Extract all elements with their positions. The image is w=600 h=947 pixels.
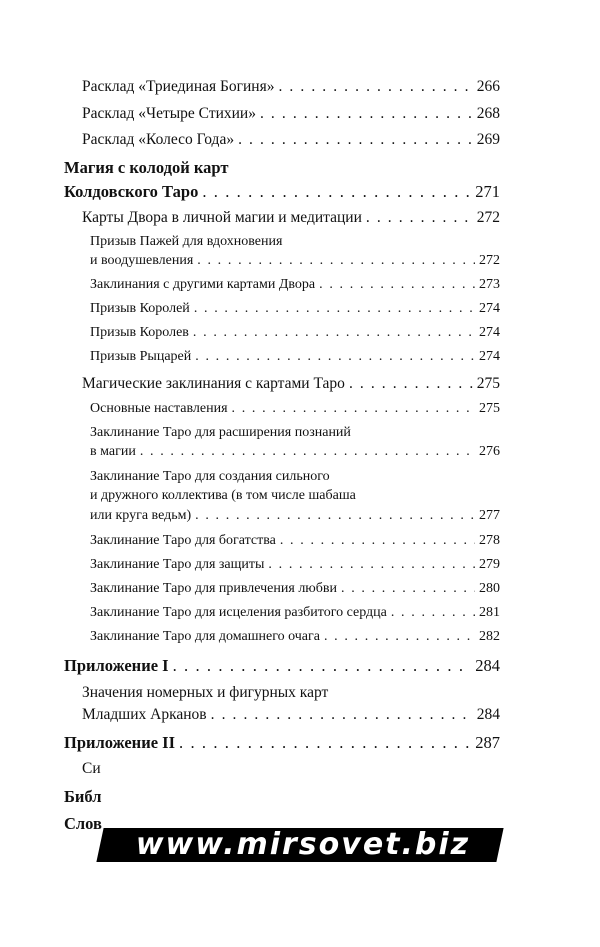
dot-leader — [324, 629, 475, 645]
toc-page-number: 278 — [479, 533, 500, 548]
toc-entry — [82, 105, 500, 123]
toc-entry-line: Заклинание Таро для расширения познаний — [90, 425, 351, 440]
dot-leader — [195, 349, 475, 365]
toc-entry-title: Призыв Рыцарей — [90, 349, 192, 364]
dot-leader — [280, 533, 475, 549]
toc-page-number: 281 — [479, 605, 500, 620]
toc-page-number: 279 — [479, 557, 500, 572]
toc-entry-title: Призыв Королев — [90, 325, 189, 340]
toc-entry-line: Значения номерных и фигурных карт — [82, 684, 329, 701]
toc-entry — [82, 375, 500, 393]
toc-entry-title: Расклад «Триединая Богиня» — [82, 78, 275, 95]
toc-entry-title: Основные наставления — [90, 401, 228, 416]
toc-entry-title: Приложение II — [64, 733, 175, 752]
toc-entry — [82, 209, 500, 227]
toc-entry-title: или круга ведьм) — [90, 508, 192, 523]
dot-leader — [391, 605, 475, 621]
toc-entry-line: Заклинание Таро для создания сильного — [90, 469, 330, 484]
dot-leader — [278, 78, 472, 96]
dot-leader — [211, 706, 473, 724]
toc-entry-title: Расклад «Колесо Года» — [82, 131, 235, 148]
toc-entry — [82, 78, 500, 96]
toc-page-number: 269 — [476, 131, 500, 148]
toc-page-number: 274 — [479, 325, 500, 340]
toc-page-number: 276 — [479, 444, 500, 459]
toc-entry-title: Заклинание Таро для домашнего очага — [90, 629, 320, 644]
toc-page-number: 272 — [476, 209, 500, 226]
toc-entry — [90, 605, 500, 621]
toc-partial-entry: Си — [82, 760, 101, 777]
toc-entry-title: в магии — [90, 444, 136, 459]
toc-entry — [90, 277, 500, 293]
toc-entry — [82, 131, 500, 149]
toc-entry-title: Младших Арканов — [82, 706, 207, 723]
toc-page-number: 277 — [479, 508, 500, 523]
toc-entry — [90, 301, 500, 317]
toc-section-entry — [64, 182, 500, 202]
toc-entry — [90, 444, 500, 460]
toc-entry — [90, 533, 500, 549]
toc-entry-title: Заклинание Таро для защиты — [90, 557, 265, 572]
dot-leader — [194, 301, 475, 317]
toc-page-number: 275 — [479, 401, 500, 416]
toc-entry — [90, 557, 500, 573]
toc-page-number: 271 — [475, 182, 500, 201]
toc-page-number: 268 — [476, 105, 500, 122]
dot-leader — [140, 444, 475, 460]
dot-leader — [260, 105, 473, 123]
toc-entry-title: Призыв Королей — [90, 301, 190, 316]
dot-leader — [173, 656, 472, 676]
dot-leader — [193, 325, 475, 341]
dot-leader — [179, 733, 471, 753]
toc-page-number: 287 — [475, 733, 500, 752]
toc-page-number: 275 — [476, 375, 500, 392]
toc-entry — [90, 508, 500, 524]
toc-entry-title: Заклинание Таро для привлечения любви — [90, 581, 337, 596]
toc-entry-title: Приложение I — [64, 656, 169, 675]
section-heading-line: Магия с колодой карт — [64, 158, 229, 177]
toc-entry-title: Магические заклинания с картами Таро — [82, 375, 345, 392]
toc-entry-title: Карты Двора в личной магии и медитации — [82, 209, 362, 226]
watermark-text: www.mirsovet.biz — [135, 827, 471, 862]
toc-entry — [90, 253, 500, 269]
toc-entry — [90, 325, 500, 341]
dot-leader — [238, 131, 473, 149]
toc-entry — [90, 629, 500, 645]
toc-partial-entry: Слов — [64, 814, 102, 833]
toc-entry-title: и воодушевления — [90, 253, 194, 268]
toc-entry-title: Колдовского Таро — [64, 182, 199, 201]
dot-leader — [349, 375, 473, 393]
toc-page-number: 280 — [479, 581, 500, 596]
toc-page-number: 282 — [479, 629, 500, 644]
toc-entry-line: и дружного коллектива (в том числе шабаша — [90, 488, 356, 503]
toc-page-number: 272 — [479, 253, 500, 268]
toc-entry-title: Расклад «Четыре Стихии» — [82, 105, 256, 122]
toc-section-entry — [64, 656, 500, 676]
toc-entry — [82, 706, 500, 724]
toc-page-number: 273 — [479, 277, 500, 292]
toc-section-entry — [64, 733, 500, 753]
dot-leader — [319, 277, 475, 293]
dot-leader — [366, 209, 473, 227]
toc-partial-entry: Библ — [64, 787, 102, 806]
toc-entry — [90, 581, 500, 597]
dot-leader — [202, 182, 471, 202]
dot-leader — [232, 401, 475, 417]
toc-entry-title: Заклинание Таро для исцеления разбитого сердца — [90, 605, 387, 620]
toc-entry-line: Призыв Пажей для вдохновения — [90, 234, 283, 249]
toc-page-number: 274 — [479, 301, 500, 316]
dot-leader — [341, 581, 475, 597]
toc-page-number: 284 — [476, 706, 500, 723]
toc-page-number: 266 — [476, 78, 500, 95]
dot-leader — [195, 508, 475, 524]
toc-entry — [90, 401, 500, 417]
toc-entry — [90, 349, 500, 365]
dot-leader — [268, 557, 475, 573]
toc-page-number: 274 — [479, 349, 500, 364]
toc-entry-title: Заклинания с другими картами Двора — [90, 277, 316, 292]
toc-page-number: 284 — [475, 656, 500, 675]
dot-leader — [197, 253, 475, 269]
toc-entry-title: Заклинание Таро для богатства — [90, 533, 276, 548]
